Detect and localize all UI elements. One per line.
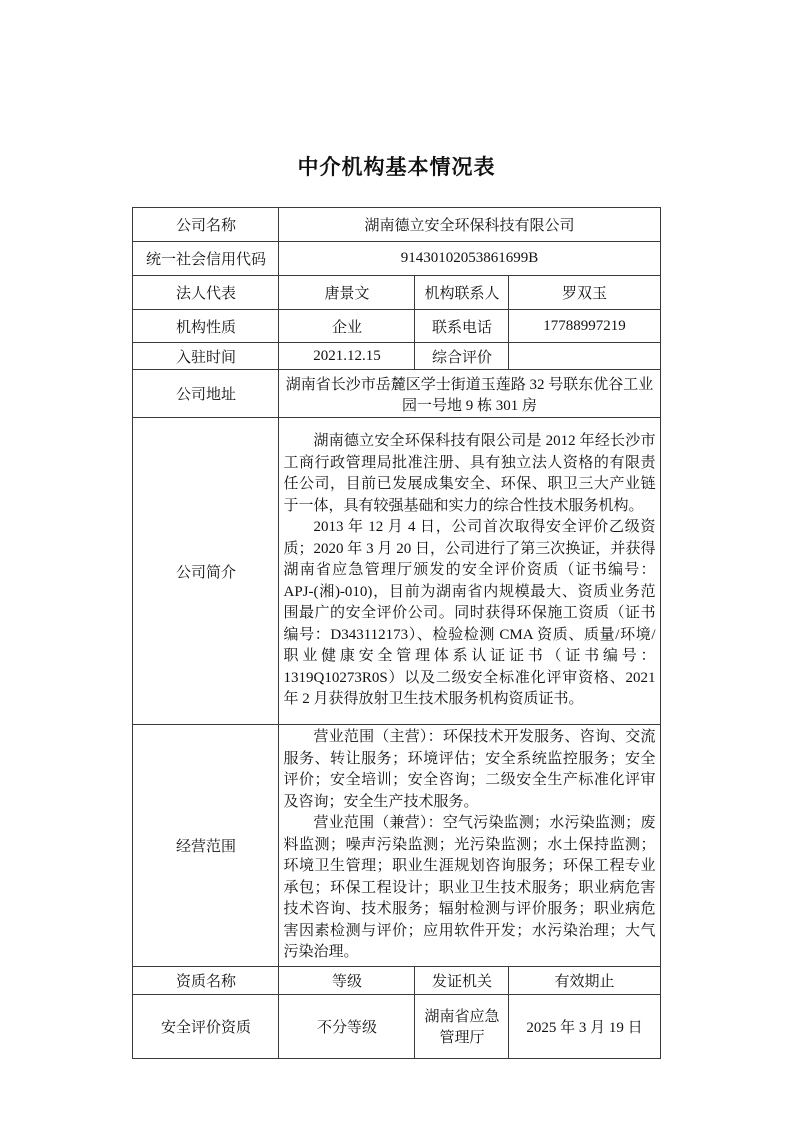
valid-until-value: 2025 年 3 月 19 日	[509, 994, 660, 1058]
company-name-label: 公司名称	[133, 208, 279, 242]
org-nature-label: 机构性质	[133, 310, 279, 343]
row-entry-date	[133, 343, 660, 370]
business-scope-text	[279, 725, 660, 967]
profile-paragraph: 2013 年 12 月 4 日，公司首次取得安全评价乙级资质；2020 年 3 月 20 日，公司进行了第三次换证，并获得湖南省应急管理厅颁发的安全评价资质（证书编号：APJ-(湘)-010)，目前为湖南省内规模最大、资质业务范围最广的安全评价公司。同时获得环保施工资质（证书编号：D343112173）、检验检测 CMA 资质、质量/环境/职业健康安全管理体系认证证书（证书编号：1319Q10273R0S）以及二级安全标准化评审资格、2021 年 2 月获得放射卫生技术服务机构资质证书。	[283, 519, 656, 708]
company-profile-label: 公司简介	[133, 418, 279, 725]
scope-paragraph: 营业范围（兼营）：空气污染监测；水污染监测；废料监测；噪声污染监测；光污染监测；水土保持监测；环境卫生管理；职业生涯规划咨询服务；环保工程专业承包；环保工程设计；职业卫生技术服务；职业病危害技术咨询、技术服务；辐射检测与评价服务；职业病危害因素检测与评价；应用软件开发；水污染治理；大气污染治理。	[283, 815, 656, 960]
overall-rating-value	[509, 343, 660, 370]
overall-rating-label: 综合评价	[415, 343, 509, 370]
row-qualification-header	[133, 966, 660, 994]
row-qualification-data	[133, 994, 660, 1058]
credit-code-label: 统一社会信用代码	[133, 242, 279, 276]
row-company-profile	[133, 418, 660, 725]
row-org-nature	[133, 310, 660, 343]
phone-value: 17788997219	[509, 310, 660, 343]
qualification-name-value: 安全评价资质	[133, 994, 279, 1058]
row-business-scope	[133, 725, 660, 967]
profile-paragraph: 湖南德立安全环保科技有限公司是 2012 年经长沙市工商行政管理局批准注册、具有独立法人资格的有限责任公司，目前已发展成集安全、环保、职卫三大产业链于一体，具有较强基础和实力的综合性技术服务机构。	[283, 433, 656, 514]
qualification-level-value: 不分等级	[279, 994, 415, 1058]
company-profile-text	[279, 418, 660, 725]
contact-person-label: 机构联系人	[415, 276, 509, 310]
credit-code-value: 91430102053861699B	[279, 242, 660, 276]
issuing-authority-value: 湖南省应急管理厅	[415, 994, 509, 1058]
company-name-value: 湖南德立安全环保科技有限公司	[279, 208, 660, 242]
valid-until-header: 有效期止	[509, 966, 660, 994]
row-address	[133, 370, 660, 418]
entry-date-label: 入驻时间	[133, 343, 279, 370]
legal-rep-label: 法人代表	[133, 276, 279, 310]
row-company-name	[133, 208, 660, 242]
business-scope-label: 经营范围	[133, 725, 279, 967]
contact-person-value: 罗双玉	[509, 276, 660, 310]
legal-rep-value: 唐景文	[279, 276, 415, 310]
issuing-authority-header: 发证机关	[415, 966, 509, 994]
qualification-name-header: 资质名称	[133, 966, 279, 994]
address-value: 湖南省长沙市岳麓区学士街道玉莲路 32 号联东优谷工业园一号地 9 栋 301 房	[279, 370, 660, 418]
entry-date-value: 2021.12.15	[279, 343, 415, 370]
row-credit-code	[133, 242, 660, 276]
row-legal-rep	[133, 276, 660, 310]
qualification-level-header: 等级	[279, 966, 415, 994]
page-title: 中介机构基本情况表	[297, 155, 496, 179]
address-label: 公司地址	[133, 370, 279, 418]
org-nature-value: 企业	[279, 310, 415, 343]
agency-info-table	[132, 207, 660, 1059]
scope-paragraph: 营业范围（主营）：环保技术开发服务、咨询、交流服务、转让服务；环境评估；安全系统监控服务；安全评价；安全培训；安全咨询；二级安全生产标准化评审及咨询；安全生产技术服务。	[283, 729, 656, 810]
phone-label: 联系电话	[415, 310, 509, 343]
